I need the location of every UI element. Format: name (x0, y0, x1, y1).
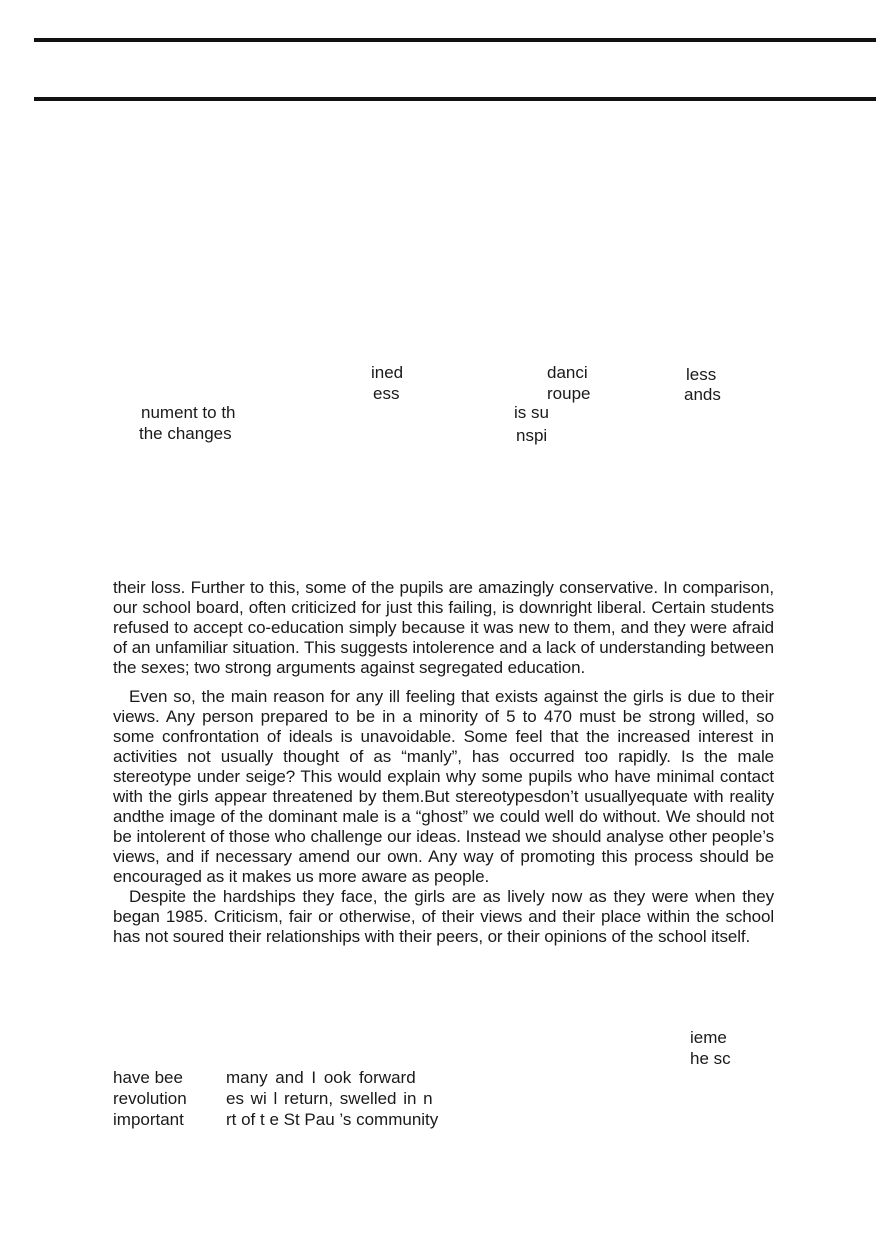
fragment-text: rt of t e St Pau ’s community (226, 1110, 439, 1129)
fragment-text: ined (371, 363, 404, 382)
fragment-text: less (686, 365, 717, 384)
header-rule-bottom (34, 97, 876, 101)
fragment-text: revolution (113, 1089, 187, 1108)
fragment-text: nspi (516, 426, 548, 445)
fragment-text: many and I ook forward (226, 1068, 416, 1087)
fragment-text: danci (547, 363, 588, 382)
fragment-text: ands (684, 385, 721, 404)
article-body (113, 578, 774, 947)
article-paragraph: their loss. Further to this, some of the pupils are amazingly conservative. In comparison, our school board, often criticized for just this failing, is downright liberal. Certain students refused to accept co-education simply because it was new to them, and they were afraid of an unfamiliar situation. This suggests intolerence and a lack of understanding between the sexes; two strong arguments against segregated education. (113, 578, 774, 677)
header-rule-top (34, 38, 876, 42)
fragment-text: have bee (113, 1068, 183, 1087)
fragment-text: is su (514, 403, 549, 422)
fragment-text: nument to th (141, 403, 236, 422)
fragment-text: ess (373, 384, 400, 403)
fragment-text: ieme (690, 1028, 727, 1047)
article-paragraph: Even so, the main reason for any ill feeling that exists against the girls is due to their views. Any person prepared to be in a minority of 5 to 470 must be strong willed, so some confrontation of ideals is unavoidable. Some feel that the increased interest in activities not usually thought of as “manly”, has occurred too rapidly. Is the male stereotype under seige? This would explain why some pupils who have minimal contact with the girls appear threatened by them.But stereotypesdon’t usuallyequate with reality andthe image of the dominant male is a “ghost” we could well do without. We should not be intolerent of those who challenge our ideas. Instead we should analyse other people’s views, and if necessary amend our own. Any way of promoting this process should be encouraged as it makes us more aware as people. (113, 687, 774, 886)
fragment-text: the changes (139, 424, 232, 443)
fragment-text: he sc (690, 1049, 731, 1068)
fragment-text: important (113, 1110, 184, 1129)
fragment-text: es wi l return, swelled in n (226, 1089, 433, 1108)
article-paragraph: Despite the hardships they face, the girls are as lively now as they were when they began 1985. Criticism, fair or otherwise, of their views and their place within the school has not soured their relationships with their peers, or their opinions of the school itself. (113, 887, 774, 946)
fragment-text: roupe (547, 384, 591, 403)
